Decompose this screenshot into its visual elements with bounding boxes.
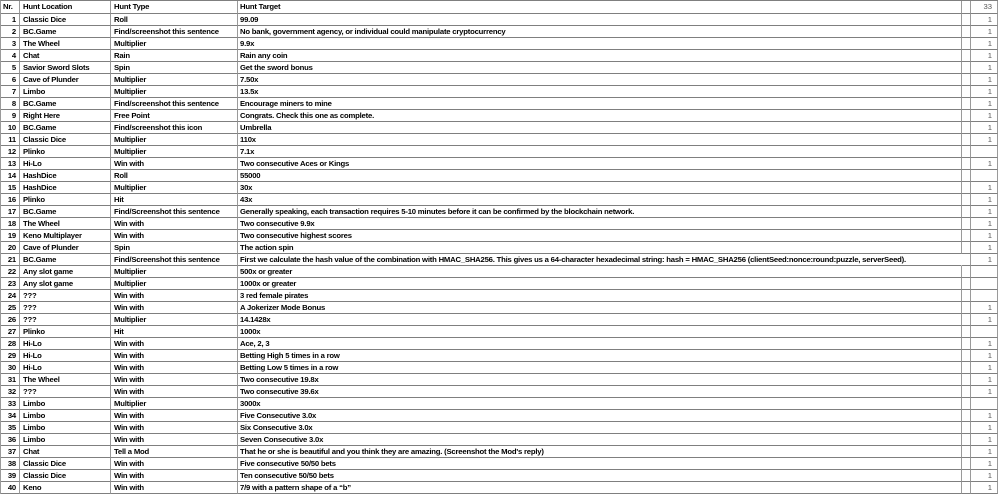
hunt-target-cell[interactable]: 7.50x	[238, 74, 962, 86]
hunt-location-cell[interactable]: Limbo	[20, 434, 111, 446]
spacer-cell[interactable]	[962, 410, 971, 422]
spacer-cell[interactable]	[962, 350, 971, 362]
count-cell[interactable]: 1	[971, 362, 998, 374]
hunt-target-cell[interactable]: 9.9x	[238, 38, 962, 50]
spacer-cell[interactable]	[962, 122, 971, 134]
hunt-location-cell[interactable]: The Wheel	[20, 38, 111, 50]
row-number-cell[interactable]: 16	[1, 194, 20, 206]
hunt-location-cell[interactable]: HashDice	[20, 182, 111, 194]
spacer-cell[interactable]	[962, 50, 971, 62]
count-cell[interactable]: 1	[971, 386, 998, 398]
table-row	[1, 338, 998, 350]
header-cell-hunt-location[interactable]: Hunt Location	[20, 1, 111, 14]
spacer-cell[interactable]	[962, 86, 971, 98]
row-number-cell[interactable]: 24	[1, 290, 20, 302]
hunt-type-cell[interactable]: Free Point	[111, 110, 238, 122]
hunt-target-cell[interactable]: 110x	[238, 134, 962, 146]
row-number-cell[interactable]: 25	[1, 302, 20, 314]
hunt-target-cell[interactable]: Get the sword bonus	[238, 62, 962, 74]
hunt-type-cell[interactable]: Find/screenshot this icon	[111, 122, 238, 134]
spacer-cell[interactable]	[962, 134, 971, 146]
table-row	[1, 158, 998, 170]
hunt-location-cell[interactable]: Limbo	[20, 422, 111, 434]
hunt-type-cell[interactable]: Hit	[111, 194, 238, 206]
spacer-cell[interactable]	[962, 230, 971, 242]
hunt-location-cell[interactable]: BC.Game	[20, 254, 111, 266]
hunt-type-cell[interactable]: Tell a Mod	[111, 446, 238, 458]
spacer-cell[interactable]	[962, 110, 971, 122]
row-number-cell[interactable]: 26	[1, 314, 20, 326]
row-number-cell[interactable]: 10	[1, 122, 20, 134]
hunt-location-cell[interactable]: ???	[20, 290, 111, 302]
table-row	[1, 86, 998, 98]
hunt-type-cell[interactable]: Multiplier	[111, 314, 238, 326]
count-cell[interactable]: 1	[971, 446, 998, 458]
row-number-cell[interactable]: 19	[1, 230, 20, 242]
hunt-location-cell[interactable]: Limbo	[20, 86, 111, 98]
count-cell[interactable]: 1	[971, 230, 998, 242]
table-row	[1, 290, 998, 302]
hunt-target-cell[interactable]: No bank, government agency, or individual could manipulate cryptocurrency	[238, 26, 962, 38]
table-row	[1, 278, 998, 290]
row-number-cell[interactable]: 9	[1, 110, 20, 122]
hunt-location-cell[interactable]: Classic Dice	[20, 458, 111, 470]
count-cell[interactable]: 1	[971, 374, 998, 386]
count-cell[interactable]: 1	[971, 182, 998, 194]
table-row	[1, 218, 998, 230]
table-row	[1, 194, 998, 206]
count-cell[interactable]: 1	[971, 98, 998, 110]
hunt-target-cell[interactable]: Seven Consecutive 3.0x	[238, 434, 962, 446]
row-number-cell[interactable]: 18	[1, 218, 20, 230]
hunt-target-cell[interactable]: Two consecutive 39.6x	[238, 386, 962, 398]
table-row	[1, 422, 998, 434]
spacer-cell[interactable]	[962, 314, 971, 326]
hunt-type-cell[interactable]: Win with	[111, 470, 238, 482]
hunt-type-cell[interactable]: Find/Screenshot this sentence	[111, 254, 238, 266]
table-row	[1, 50, 998, 62]
row-number-cell[interactable]: 37	[1, 446, 20, 458]
count-cell[interactable]: 1	[971, 410, 998, 422]
spacer-cell[interactable]	[962, 242, 971, 254]
hunt-type-cell[interactable]: Rain	[111, 50, 238, 62]
hunt-target-cell[interactable]: Five consecutive 50/50 bets	[238, 458, 962, 470]
hunt-type-cell[interactable]: Roll	[111, 170, 238, 182]
hunt-target-cell[interactable]: 3000x	[238, 398, 962, 410]
hunt-type-cell[interactable]: Spin	[111, 242, 238, 254]
hunt-target-cell[interactable]: Five Consecutive 3.0x	[238, 410, 962, 422]
count-cell[interactable]: 1	[971, 242, 998, 254]
table-row	[1, 146, 998, 158]
hunt-type-cell[interactable]: Win with	[111, 482, 238, 494]
hunt-target-cell[interactable]: Two consecutive Aces or Kings	[238, 158, 962, 170]
spacer-cell[interactable]	[962, 278, 971, 290]
spacer-cell[interactable]	[962, 338, 971, 350]
hunt-type-cell[interactable]: Roll	[111, 14, 238, 26]
hunt-type-cell[interactable]: Multiplier	[111, 134, 238, 146]
table-row	[1, 134, 998, 146]
hunt-type-cell[interactable]: Win with	[111, 218, 238, 230]
row-number-cell[interactable]: 6	[1, 74, 20, 86]
hunt-target-cell[interactable]: Encourage miners to mine	[238, 98, 962, 110]
hunt-location-cell[interactable]: The Wheel	[20, 218, 111, 230]
hunt-location-cell[interactable]: Limbo	[20, 398, 111, 410]
table-row	[1, 266, 998, 278]
table-row	[1, 62, 998, 74]
row-number-cell[interactable]: 3	[1, 38, 20, 50]
table-row	[1, 386, 998, 398]
count-cell[interactable]	[971, 326, 998, 338]
row-number-cell[interactable]: 33	[1, 398, 20, 410]
table-row	[1, 302, 998, 314]
table-row	[1, 314, 998, 326]
hunt-type-cell[interactable]: Win with	[111, 338, 238, 350]
spacer-cell[interactable]	[962, 470, 971, 482]
count-cell[interactable]: 1	[971, 50, 998, 62]
table-row	[1, 374, 998, 386]
hunt-location-cell[interactable]: Chat	[20, 446, 111, 458]
row-number-cell[interactable]: 29	[1, 350, 20, 362]
hunt-target-cell[interactable]: 14.1428x	[238, 314, 962, 326]
row-number-cell[interactable]: 35	[1, 422, 20, 434]
hunt-location-cell[interactable]: Hi-Lo	[20, 158, 111, 170]
hunt-target-cell[interactable]: First we calculate the hash value of the combination with HMAC_SHA256. This gives us a 64-character hexadecimal string: hash = HMAC_SHA256 (clientSeed:nonce:round:puzzle, serverSeed).	[238, 254, 962, 266]
hunt-location-cell[interactable]: The Wheel	[20, 374, 111, 386]
spacer-cell[interactable]	[962, 446, 971, 458]
table-body	[1, 14, 998, 494]
hunt-target-cell[interactable]: Two consecutive 19.8x	[238, 374, 962, 386]
hunt-type-cell[interactable]: Multiplier	[111, 146, 238, 158]
spacer-cell[interactable]	[962, 170, 971, 182]
spacer-cell[interactable]	[962, 374, 971, 386]
count-cell[interactable]: 1	[971, 314, 998, 326]
spacer-cell[interactable]	[962, 206, 971, 218]
table-row	[1, 98, 998, 110]
table-row	[1, 398, 998, 410]
table-row	[1, 458, 998, 470]
hunt-location-cell[interactable]: Keno Multiplayer	[20, 230, 111, 242]
hunt-target-cell[interactable]: 7.1x	[238, 146, 962, 158]
count-cell[interactable]: 1	[971, 194, 998, 206]
spacer-cell[interactable]	[962, 74, 971, 86]
hunt-type-cell[interactable]: Win with	[111, 458, 238, 470]
hunt-target-cell[interactable]: 30x	[238, 182, 962, 194]
hunt-type-cell[interactable]: Multiplier	[111, 182, 238, 194]
spacer-cell[interactable]	[962, 482, 971, 494]
header-cell-nr[interactable]: Nr.	[1, 1, 20, 14]
row-number-cell[interactable]: 20	[1, 242, 20, 254]
count-cell[interactable]	[971, 278, 998, 290]
hunt-type-cell[interactable]: Multiplier	[111, 38, 238, 50]
hunt-location-cell[interactable]: Hi-Lo	[20, 362, 111, 374]
row-number-cell[interactable]: 7	[1, 86, 20, 98]
count-cell[interactable]: 1	[971, 62, 998, 74]
table-row	[1, 122, 998, 134]
hunt-type-cell[interactable]: Win with	[111, 422, 238, 434]
table-row	[1, 206, 998, 218]
count-cell[interactable]: 1	[971, 338, 998, 350]
hunt-type-cell[interactable]: Win with	[111, 290, 238, 302]
count-cell[interactable]: 1	[971, 122, 998, 134]
row-number-cell[interactable]: 12	[1, 146, 20, 158]
spacer-cell[interactable]	[962, 386, 971, 398]
spacer-cell[interactable]	[962, 434, 971, 446]
hunt-target-cell[interactable]: 43x	[238, 194, 962, 206]
header-cell-spacer[interactable]	[962, 1, 971, 14]
hunt-location-cell[interactable]: HashDice	[20, 170, 111, 182]
table-header-row	[1, 1, 998, 14]
count-cell[interactable]: 1	[971, 206, 998, 218]
hunt-target-cell[interactable]: Generally speaking, each transaction requires 5-10 minutes before it can be confirmed by the blockchain network.	[238, 206, 962, 218]
count-cell[interactable]: 1	[971, 350, 998, 362]
hunt-type-cell[interactable]: Win with	[111, 230, 238, 242]
hunt-location-cell[interactable]: Hi-Lo	[20, 350, 111, 362]
table-row	[1, 470, 998, 482]
spacer-cell[interactable]	[962, 182, 971, 194]
table-row	[1, 362, 998, 374]
table-row	[1, 170, 998, 182]
hunt-location-cell[interactable]: Limbo	[20, 410, 111, 422]
row-number-cell[interactable]: 4	[1, 50, 20, 62]
count-cell[interactable]: 1	[971, 158, 998, 170]
spacer-cell[interactable]	[962, 302, 971, 314]
row-number-cell[interactable]: 14	[1, 170, 20, 182]
count-cell[interactable]: 1	[971, 302, 998, 314]
row-number-cell[interactable]: 30	[1, 362, 20, 374]
row-number-cell[interactable]: 40	[1, 482, 20, 494]
spacer-cell[interactable]	[962, 62, 971, 74]
spacer-cell[interactable]	[962, 98, 971, 110]
row-number-cell[interactable]: 31	[1, 374, 20, 386]
hunt-target-cell[interactable]: Ace, 2, 3	[238, 338, 962, 350]
hunt-location-cell[interactable]: ???	[20, 314, 111, 326]
header-cell-hunt-type[interactable]: Hunt Type	[111, 1, 238, 14]
count-cell[interactable]	[971, 290, 998, 302]
hunt-type-cell[interactable]: Find/screenshot this sentence	[111, 98, 238, 110]
hunt-location-cell[interactable]: Plinko	[20, 194, 111, 206]
table-row	[1, 434, 998, 446]
hunt-target-cell[interactable]: Ten consecutive 50/50 bets	[238, 470, 962, 482]
count-cell[interactable]: 1	[971, 38, 998, 50]
hunt-location-cell[interactable]: BC.Game	[20, 26, 111, 38]
spacer-cell[interactable]	[962, 194, 971, 206]
hunt-type-cell[interactable]: Find/screenshot this sentence	[111, 26, 238, 38]
hunt-target-cell[interactable]: That he or she is beautiful and you think they are amazing. (Screenshot the Mod's reply)	[238, 446, 962, 458]
table-row	[1, 350, 998, 362]
hunt-type-cell[interactable]: Multiplier	[111, 398, 238, 410]
hunt-target-cell[interactable]: 13.5x	[238, 86, 962, 98]
table-row	[1, 254, 998, 266]
row-number-cell[interactable]: 5	[1, 62, 20, 74]
table-row	[1, 410, 998, 422]
table-row	[1, 326, 998, 338]
hunt-type-cell[interactable]: Multiplier	[111, 86, 238, 98]
count-cell[interactable]: 1	[971, 458, 998, 470]
spacer-cell[interactable]	[962, 14, 971, 26]
hunt-target-cell[interactable]: Two consecutive highest scores	[238, 230, 962, 242]
count-cell[interactable]: 1	[971, 470, 998, 482]
hunt-type-cell[interactable]: Win with	[111, 374, 238, 386]
hunt-type-cell[interactable]: Win with	[111, 302, 238, 314]
hunt-target-cell[interactable]: 7/9 with a pattern shape of a “b”	[238, 482, 962, 494]
hunt-location-cell[interactable]: Classic Dice	[20, 14, 111, 26]
spacer-cell[interactable]	[962, 290, 971, 302]
hunt-type-cell[interactable]: Hit	[111, 326, 238, 338]
hunt-type-cell[interactable]: Win with	[111, 158, 238, 170]
spacer-cell[interactable]	[962, 254, 971, 266]
count-cell[interactable]: 1	[971, 26, 998, 38]
hunt-location-cell[interactable]: BC.Game	[20, 98, 111, 110]
row-number-cell[interactable]: 22	[1, 266, 20, 278]
hunt-target-cell[interactable]: Two consecutive 9.9x	[238, 218, 962, 230]
spacer-cell[interactable]	[962, 158, 971, 170]
table-row	[1, 74, 998, 86]
hunt-location-cell[interactable]: ???	[20, 386, 111, 398]
row-number-cell[interactable]: 1	[1, 14, 20, 26]
spacer-cell[interactable]	[962, 26, 971, 38]
count-cell[interactable]: 1	[971, 14, 998, 26]
header-cell-count-total[interactable]: 33	[971, 1, 998, 14]
hunt-location-cell[interactable]: Hi-Lo	[20, 338, 111, 350]
hunt-target-cell[interactable]: 55000	[238, 170, 962, 182]
hunt-location-cell[interactable]: Any slot game	[20, 278, 111, 290]
hunt-type-cell[interactable]: Multiplier	[111, 266, 238, 278]
table-row	[1, 26, 998, 38]
count-cell[interactable]: 1	[971, 422, 998, 434]
hunt-target-cell[interactable]: 99.09	[238, 14, 962, 26]
count-cell[interactable]	[971, 398, 998, 410]
table-row	[1, 182, 998, 194]
hunt-target-cell[interactable]: Betting High 5 times in a row	[238, 350, 962, 362]
hunt-location-cell[interactable]: ???	[20, 302, 111, 314]
count-cell[interactable]	[971, 266, 998, 278]
row-number-cell[interactable]: 21	[1, 254, 20, 266]
hunt-type-cell[interactable]: Win with	[111, 350, 238, 362]
table-row	[1, 14, 998, 26]
hunt-target-cell[interactable]: A Jokerizer Mode Bonus	[238, 302, 962, 314]
hunt-target-cell[interactable]: Betting Low 5 times in a row	[238, 362, 962, 374]
row-number-cell[interactable]: 28	[1, 338, 20, 350]
hunt-target-cell[interactable]: Congrats. Check this one as complete.	[238, 110, 962, 122]
hunt-location-cell[interactable]: Any slot game	[20, 266, 111, 278]
spacer-cell[interactable]	[962, 266, 971, 278]
spacer-cell[interactable]	[962, 38, 971, 50]
hunt-target-cell[interactable]: The action spin	[238, 242, 962, 254]
hunt-location-cell[interactable]: Chat	[20, 50, 111, 62]
count-cell[interactable]: 1	[971, 254, 998, 266]
hunt-location-cell[interactable]: Cave of Plunder	[20, 74, 111, 86]
hunt-type-cell[interactable]: Win with	[111, 410, 238, 422]
hunt-type-cell[interactable]: Win with	[111, 386, 238, 398]
hunt-location-cell[interactable]: Plinko	[20, 326, 111, 338]
row-number-cell[interactable]: 38	[1, 458, 20, 470]
table-row	[1, 230, 998, 242]
hunt-target-cell[interactable]: 3 red female pirates	[238, 290, 962, 302]
hunt-location-cell[interactable]: BC.Game	[20, 122, 111, 134]
hunt-type-cell[interactable]: Multiplier	[111, 74, 238, 86]
row-number-cell[interactable]: 2	[1, 26, 20, 38]
hunt-type-cell[interactable]: Find/Screenshot this sentence	[111, 206, 238, 218]
count-cell[interactable]: 1	[971, 134, 998, 146]
count-cell[interactable]	[971, 146, 998, 158]
hunt-type-cell[interactable]: Spin	[111, 62, 238, 74]
spacer-cell[interactable]	[962, 326, 971, 338]
hunt-target-cell[interactable]: 1000x	[238, 326, 962, 338]
spacer-cell[interactable]	[962, 458, 971, 470]
table-row	[1, 446, 998, 458]
hunt-type-cell[interactable]: Win with	[111, 434, 238, 446]
row-number-cell[interactable]: 39	[1, 470, 20, 482]
count-cell[interactable]	[971, 170, 998, 182]
table-row	[1, 482, 998, 494]
hunt-target-cell[interactable]: Six Consecutive 3.0x	[238, 422, 962, 434]
hunt-location-cell[interactable]: Right Here	[20, 110, 111, 122]
count-cell[interactable]: 1	[971, 218, 998, 230]
row-number-cell[interactable]: 32	[1, 386, 20, 398]
row-number-cell[interactable]: 34	[1, 410, 20, 422]
row-number-cell[interactable]: 11	[1, 134, 20, 146]
hunt-location-cell[interactable]: BC.Game	[20, 206, 111, 218]
hunt-location-cell[interactable]: Savior Sword Slots	[20, 62, 111, 74]
row-number-cell[interactable]: 15	[1, 182, 20, 194]
hunt-type-cell[interactable]: Win with	[111, 362, 238, 374]
hunt-target-cell[interactable]: 500x or greater	[238, 266, 962, 278]
hunt-location-cell[interactable]: Classic Dice	[20, 470, 111, 482]
count-cell[interactable]: 1	[971, 482, 998, 494]
table-row	[1, 38, 998, 50]
count-cell[interactable]: 1	[971, 86, 998, 98]
table-row	[1, 110, 998, 122]
spacer-cell[interactable]	[962, 146, 971, 158]
hunt-location-cell[interactable]: Plinko	[20, 146, 111, 158]
spacer-cell[interactable]	[962, 362, 971, 374]
row-number-cell[interactable]: 36	[1, 434, 20, 446]
hunt-location-cell[interactable]: Keno	[20, 482, 111, 494]
hunt-target-cell[interactable]: Umbrella	[238, 122, 962, 134]
row-number-cell[interactable]: 13	[1, 158, 20, 170]
hunt-location-cell[interactable]: Classic Dice	[20, 134, 111, 146]
hunt-type-cell[interactable]: Multiplier	[111, 278, 238, 290]
row-number-cell[interactable]: 23	[1, 278, 20, 290]
count-cell[interactable]: 1	[971, 110, 998, 122]
header-cell-hunt-target[interactable]: Hunt Target	[238, 1, 962, 14]
count-cell[interactable]: 1	[971, 74, 998, 86]
hunt-target-cell[interactable]: Rain any coin	[238, 50, 962, 62]
count-cell[interactable]: 1	[971, 434, 998, 446]
hunt-location-cell[interactable]: Cave of Plunder	[20, 242, 111, 254]
hunt-target-cell[interactable]: 1000x or greater	[238, 278, 962, 290]
row-number-cell[interactable]: 17	[1, 206, 20, 218]
spacer-cell[interactable]	[962, 422, 971, 434]
table-row	[1, 242, 998, 254]
spacer-cell[interactable]	[962, 218, 971, 230]
row-number-cell[interactable]: 8	[1, 98, 20, 110]
row-number-cell[interactable]: 27	[1, 326, 20, 338]
spacer-cell[interactable]	[962, 398, 971, 410]
